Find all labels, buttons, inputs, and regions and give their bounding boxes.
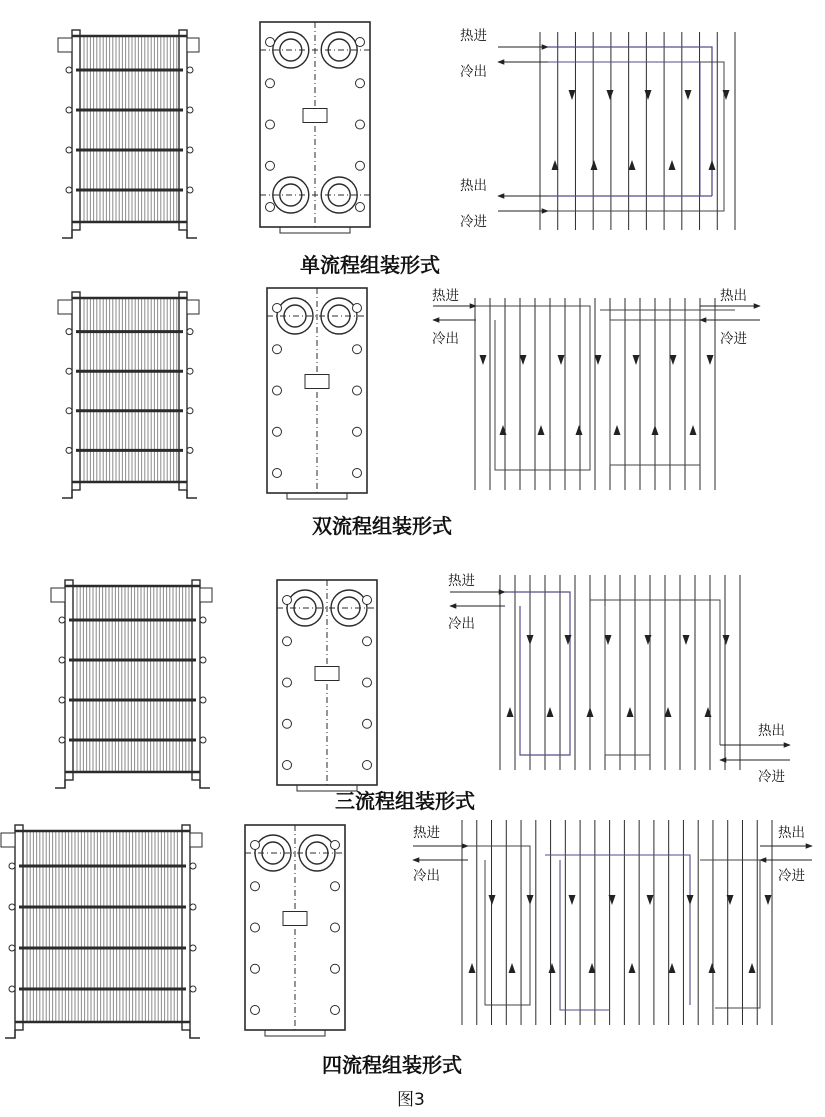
flow-diagram (420, 287, 760, 490)
nozzle (51, 588, 65, 602)
exchanger-side-view (51, 580, 212, 788)
support-feet (62, 230, 197, 238)
flow-arrow-up (652, 425, 659, 435)
section-triple (51, 572, 790, 813)
support-feet (55, 780, 210, 788)
nozzle (190, 833, 202, 847)
frame-bolt (251, 964, 260, 973)
bolt-nut (66, 368, 72, 374)
bolt-nut (187, 67, 193, 73)
flow-arrow-down (765, 895, 772, 905)
flow-arrow-up (507, 707, 514, 717)
bolt-nut (187, 408, 193, 414)
support-feet (62, 490, 197, 498)
plate-pack (84, 298, 177, 482)
bolt-nut (190, 904, 196, 910)
bolt-nut (66, 67, 72, 73)
frame-bolt (273, 469, 282, 478)
flow-arrow-up (538, 425, 545, 435)
bolt-nut (66, 447, 72, 453)
fixed-frame (72, 30, 80, 230)
flow-arrow-down (633, 355, 640, 365)
section-double (58, 287, 760, 538)
plate-foot (287, 493, 347, 499)
flow-arrow-down (569, 895, 576, 905)
caption: 双流程组装形式 (312, 514, 452, 538)
label-hot-out: 热出 (778, 825, 805, 841)
flow-arrow-up (665, 707, 672, 717)
bolt-nut (190, 945, 196, 951)
flow-arrow-up (627, 707, 634, 717)
flow-arrow-up (509, 963, 516, 973)
plate-pack (77, 586, 189, 772)
frame-bolt (363, 761, 372, 770)
exchanger-side-view (1, 825, 202, 1038)
flow-diagram (448, 572, 790, 785)
nozzle (58, 300, 72, 314)
fixed-frame (15, 825, 23, 1030)
flow-arrow-up (690, 425, 697, 435)
frame-bolt (353, 304, 362, 313)
label-cold-out: 冷出 (432, 331, 459, 347)
frame-bolt (266, 120, 275, 129)
nameplate (283, 912, 307, 926)
label-hot-in: 热进 (460, 28, 487, 44)
fixed-frame (72, 292, 80, 490)
frame-bolt (363, 596, 372, 605)
frame-bolt (363, 637, 372, 646)
bolt-nut (66, 187, 72, 193)
flow-arrow-up (669, 160, 676, 170)
bolt-nut (187, 368, 193, 374)
flow-arrow-down (607, 90, 614, 100)
bolt-nut (187, 447, 193, 453)
frame-bolt (331, 1006, 340, 1015)
label-hot-in: 热进 (448, 573, 475, 589)
nameplate (315, 667, 339, 681)
frame-bolt (283, 637, 292, 646)
frame-bolt (251, 882, 260, 891)
frame-bolt (266, 79, 275, 88)
bolt-nut (200, 657, 206, 663)
frame-bolt (356, 203, 365, 212)
label-cold-in: 冷进 (720, 331, 747, 347)
bolt-nut (59, 737, 65, 743)
frame-bolt (353, 469, 362, 478)
flow-arrow-down (605, 635, 612, 645)
flow-arrow-down (683, 635, 690, 645)
bolt-nut (187, 329, 193, 335)
label-hot-out: 热出 (460, 178, 487, 194)
label-cold-in: 冷进 (758, 769, 785, 785)
flow-arrow-down (595, 355, 602, 365)
bolt-nut (187, 147, 193, 153)
frame-bolt (283, 761, 292, 770)
frame-bolt (273, 427, 282, 436)
label-cold-in: 冷进 (460, 214, 487, 230)
frame-bolt (331, 882, 340, 891)
flow-diagram (460, 27, 735, 230)
flow-arrow-down (558, 355, 565, 365)
pressure-frame (192, 580, 200, 780)
frame-bolt (356, 38, 365, 47)
bolt-nut (9, 945, 15, 951)
nozzle (187, 300, 199, 314)
frame-bolt (283, 678, 292, 687)
flow-arrow-down (527, 635, 534, 645)
bolt-nut (66, 329, 72, 335)
section-quad (1, 820, 812, 1077)
flow-arrow-up (629, 963, 636, 973)
plate-pack (84, 36, 177, 222)
flow-arrow-up (469, 963, 476, 973)
frame-bolt (266, 161, 275, 170)
frame-bolt (353, 345, 362, 354)
bolt-nut (187, 187, 193, 193)
flow-arrow-down (489, 895, 496, 905)
frame-bolt (331, 923, 340, 932)
frame-bolt (251, 1006, 260, 1015)
frame-bolt (266, 38, 275, 47)
caption: 四流程组装形式 (322, 1053, 462, 1077)
plate-pack (27, 831, 177, 1022)
flow-arrow-up (549, 963, 556, 973)
flow-arrow-up (669, 963, 676, 973)
flow-arrow-up (749, 963, 756, 973)
flow-arrow-down (707, 355, 714, 365)
figure-label: 图3 (397, 1090, 425, 1110)
flow-arrow-down (685, 90, 692, 100)
exchanger-plate-front (267, 288, 367, 499)
frame-bolt (363, 719, 372, 728)
flow-arrow-down (527, 895, 534, 905)
flow-arrow-up (629, 160, 636, 170)
pressure-frame (179, 292, 187, 490)
bolt-nut (190, 863, 196, 869)
frame-bolt (273, 345, 282, 354)
exchanger-plate-front (277, 580, 377, 791)
frame-bolt (251, 923, 260, 932)
label-cold-out: 冷出 (413, 868, 440, 884)
frame-bolt (283, 596, 292, 605)
bolt-nut (190, 986, 196, 992)
flow-arrow-down (480, 355, 487, 365)
flow-arrow-down (645, 90, 652, 100)
nameplate (303, 109, 327, 123)
label-cold-out: 冷出 (448, 616, 475, 632)
bolt-nut (200, 737, 206, 743)
frame-bolt (251, 841, 260, 850)
caption: 三流程组装形式 (335, 789, 475, 813)
section-single (58, 22, 735, 277)
frame-bolt (356, 120, 365, 129)
flow-arrow-down (569, 90, 576, 100)
flow-arrow-up (587, 707, 594, 717)
bolt-nut (59, 697, 65, 703)
nozzle (1, 833, 15, 847)
frame-bolt (363, 678, 372, 687)
plate-foot (265, 1030, 325, 1036)
exchanger-plate-front (245, 825, 345, 1036)
nozzle (200, 588, 212, 602)
pressure-frame (182, 825, 190, 1030)
frame-bolt (283, 719, 292, 728)
bolt-nut (9, 904, 15, 910)
frame-bolt (331, 841, 340, 850)
flow-diagram (413, 820, 812, 1025)
flow-arrow-up (547, 707, 554, 717)
pressure-frame (179, 30, 187, 230)
bolt-nut (66, 107, 72, 113)
exchanger-side-view (58, 30, 199, 238)
label-hot-out: 热出 (720, 288, 747, 304)
frame-bolt (273, 304, 282, 313)
fixed-frame (65, 580, 73, 780)
flow-arrow-down (687, 895, 694, 905)
frame-bolt (353, 386, 362, 395)
label-cold-in: 冷进 (778, 868, 805, 884)
frame-bolt (331, 964, 340, 973)
frame-bolt (356, 79, 365, 88)
plate-foot (280, 227, 350, 233)
exchanger-plate-front (260, 22, 370, 233)
caption: 单流程组装形式 (300, 253, 440, 277)
flow-arrow-down (647, 895, 654, 905)
support-feet (5, 1030, 200, 1038)
flow-arrow-up (709, 160, 716, 170)
label-cold-out: 冷出 (460, 64, 487, 80)
bolt-nut (9, 986, 15, 992)
bolt-nut (66, 147, 72, 153)
flow-arrow-up (709, 963, 716, 973)
frame-bolt (266, 203, 275, 212)
frame-bolt (273, 386, 282, 395)
frame-bolt (353, 427, 362, 436)
nozzle (58, 38, 72, 52)
nozzle (187, 38, 199, 52)
bolt-nut (59, 657, 65, 663)
label-hot-out: 热出 (758, 723, 785, 739)
bolt-nut (59, 617, 65, 623)
flow-arrow-up (591, 160, 598, 170)
bolt-nut (9, 863, 15, 869)
nameplate (305, 375, 329, 389)
bolt-nut (187, 107, 193, 113)
bolt-nut (66, 408, 72, 414)
flow-arrow-down (670, 355, 677, 365)
exchanger-side-view (58, 292, 199, 498)
label-hot-in: 热进 (432, 288, 459, 304)
frame-bolt (356, 161, 365, 170)
bolt-nut (200, 697, 206, 703)
bolt-nut (200, 617, 206, 623)
flow-arrow-up (614, 425, 621, 435)
flow-arrow-down (723, 635, 730, 645)
label-hot-in: 热进 (413, 825, 440, 841)
flow-arrow-down (520, 355, 527, 365)
flow-arrow-up (576, 425, 583, 435)
